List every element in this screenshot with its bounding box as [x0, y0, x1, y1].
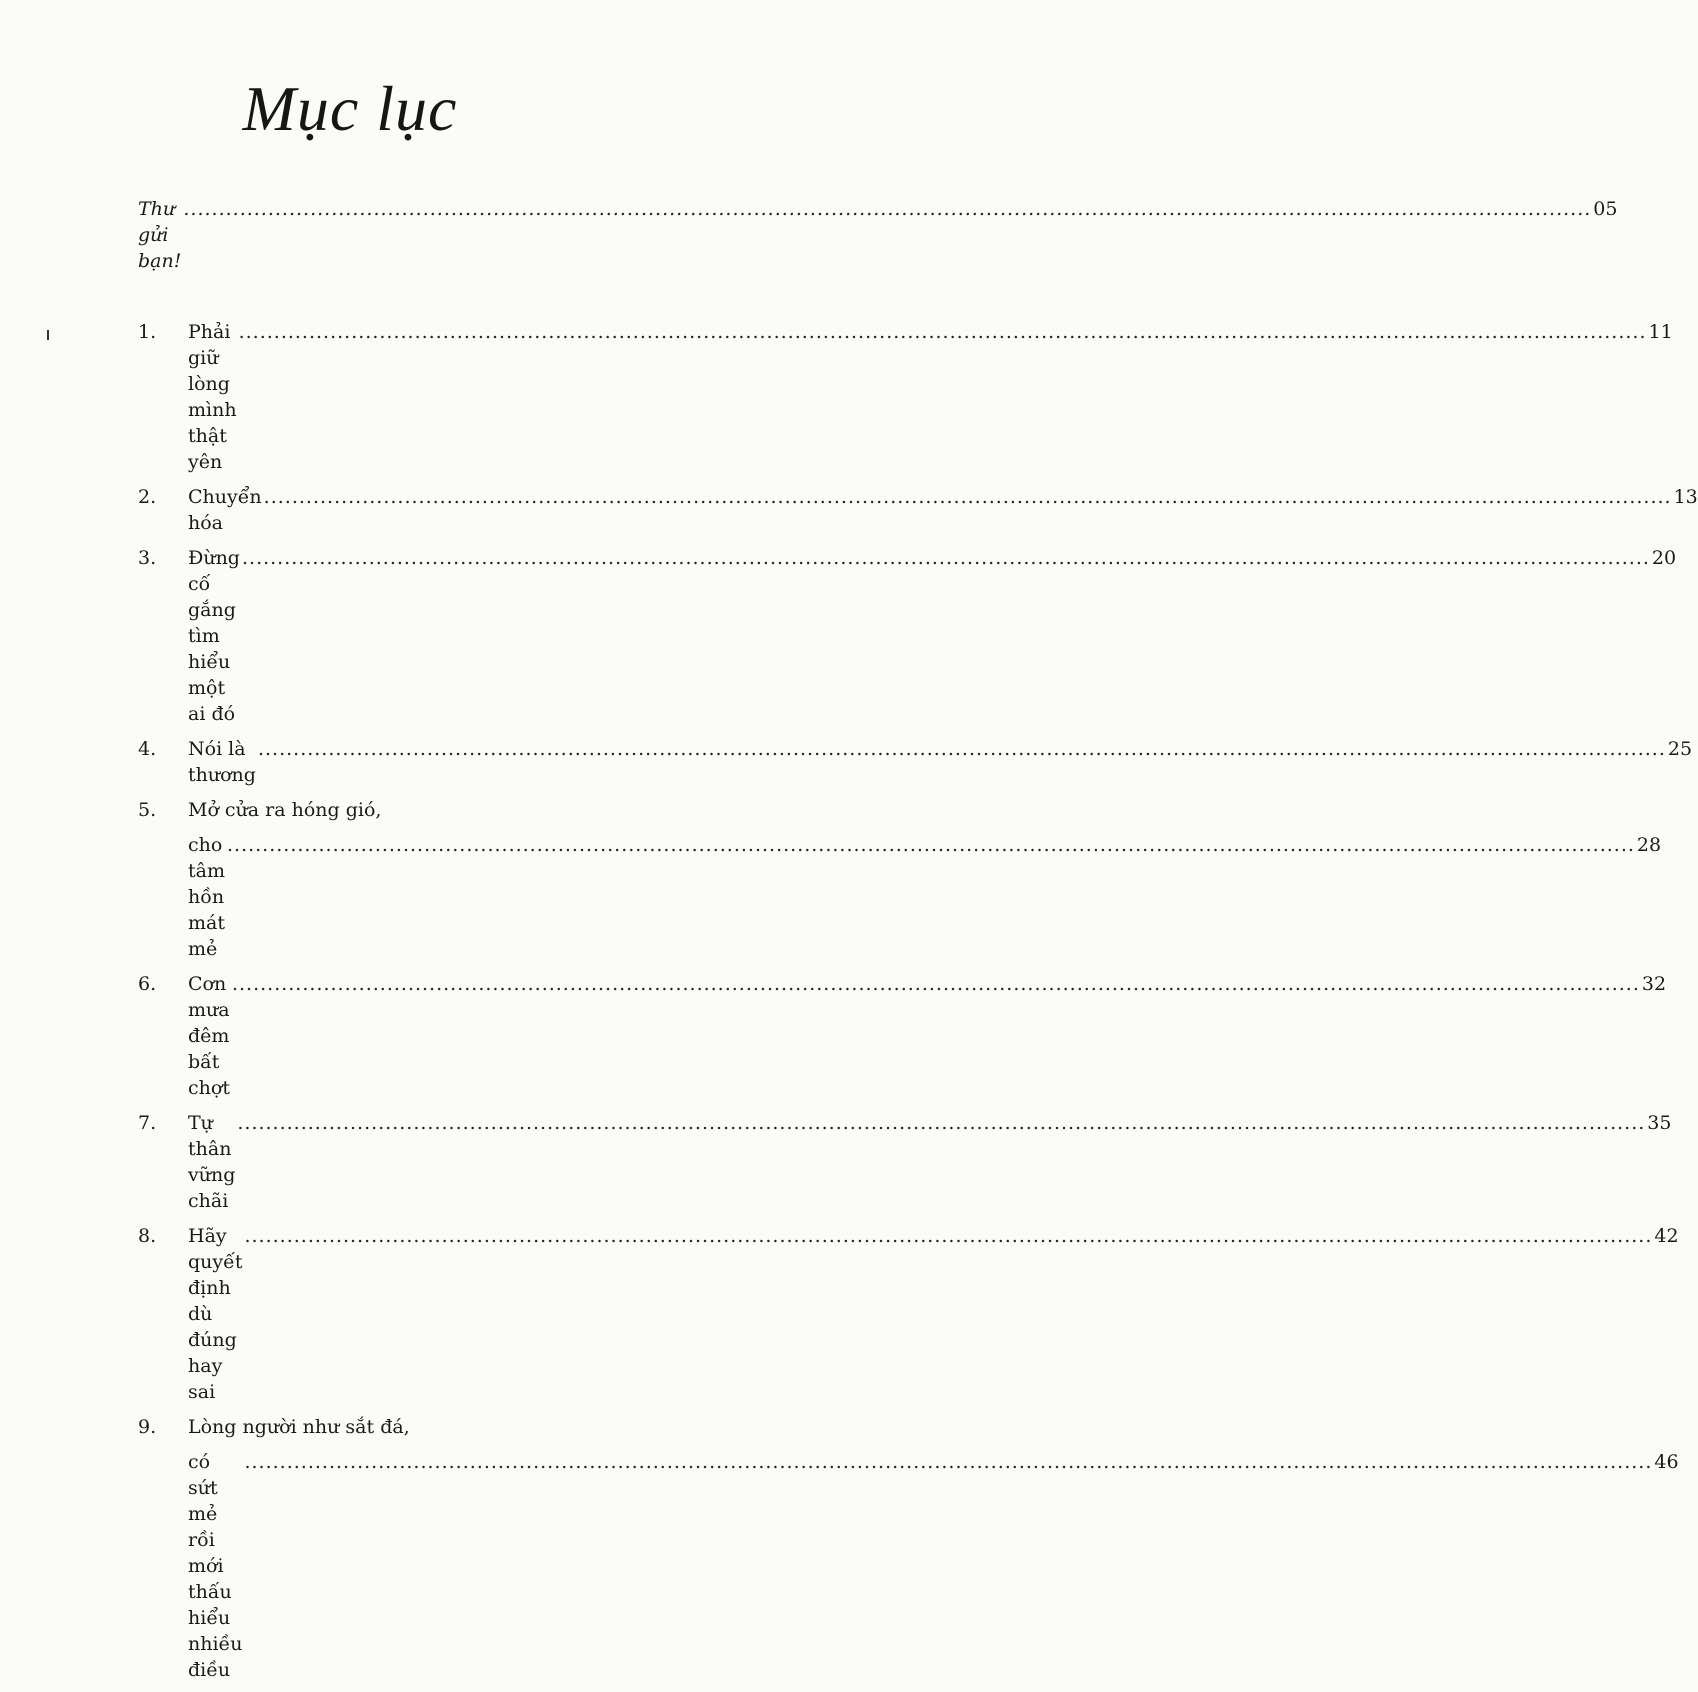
toc-list [138, 319, 1698, 1683]
dot-leader [232, 971, 1640, 997]
toc-entry-title-line1: Lòng người như sắt đá, [188, 1416, 410, 1438]
toc-entry [138, 545, 1677, 727]
toc-entry-title: Chuyển hóa [188, 486, 262, 534]
toc-entry-body [188, 736, 1692, 788]
toc-entry-title: cho tâm hồn mát mẻ [188, 834, 225, 960]
toc-entry-page: 28 [1636, 834, 1662, 856]
table-of-contents [138, 196, 1698, 1692]
dot-leader [237, 1110, 1645, 1136]
toc-intro-entry [138, 196, 1618, 274]
toc-entry-row [188, 319, 1673, 475]
toc-entry-number: 6. [138, 973, 157, 995]
toc-entry-title: Cơn mưa đêm bất chợt [188, 973, 230, 1099]
dot-leader [258, 736, 1666, 762]
toc-entry-title: Nói là thương [188, 738, 256, 786]
toc-entry-row [188, 484, 1698, 536]
toc-entry-row [188, 1449, 1679, 1683]
toc-entry [138, 971, 1667, 1101]
toc-entry-title-line1: Mở cửa ra hóng gió, [188, 799, 382, 821]
toc-entry-body [188, 1110, 1671, 1214]
toc-entry-page: 32 [1641, 973, 1667, 995]
toc-entry-number: 4. [138, 738, 157, 760]
toc-entry-number: 5. [138, 799, 157, 821]
toc-intro-page: 05 [1593, 198, 1618, 220]
toc-entry-body [188, 484, 1698, 536]
toc-entry-body [188, 1414, 1679, 1683]
toc-entry-title: Phải giữ lòng mình thật yên [188, 321, 237, 473]
toc-entry-page: 25 [1667, 738, 1693, 760]
toc-entry-title: Đừng cố gắng tìm hiểu một ai đó [188, 547, 240, 725]
dot-leader [183, 196, 1591, 222]
dot-leader [239, 319, 1647, 345]
toc-entry [138, 1223, 1679, 1405]
toc-intro-label: Thư gửi bạn! [138, 198, 182, 272]
toc-entry-page: 35 [1647, 1112, 1672, 1134]
toc-entry-body [188, 1223, 1679, 1405]
toc-entry-page: 20 [1651, 547, 1677, 569]
toc-entry-row [188, 832, 1661, 962]
dot-leader [264, 484, 1672, 510]
toc-entry-row [188, 736, 1692, 788]
dot-leader [244, 1449, 1652, 1475]
toc-entry-number: 9. [138, 1416, 157, 1438]
margin-mark [47, 330, 49, 340]
toc-entry-body [188, 797, 1661, 962]
dot-leader [242, 545, 1650, 571]
toc-entry-page: 11 [1648, 321, 1673, 343]
toc-entry-row [188, 545, 1676, 727]
toc-entry [138, 484, 1698, 536]
toc-entry-page: 13 [1673, 486, 1698, 508]
toc-entry-title: Hãy quyết định dù đúng hay sai [188, 1225, 243, 1403]
toc-entry [138, 1110, 1672, 1214]
toc-entry-number: 3. [138, 547, 157, 569]
toc-entry-title: Tự thân vững chãi [188, 1112, 236, 1212]
toc-entry-page: 46 [1654, 1451, 1679, 1473]
page-title: Mục lục [242, 73, 458, 144]
toc-entry [138, 1414, 1679, 1683]
toc-entry-number: 2. [138, 486, 157, 508]
toc-entry-body [188, 545, 1676, 727]
toc-entry-row [188, 1223, 1679, 1405]
toc-entry-number: 8. [138, 1225, 157, 1247]
toc-entry-number: 7. [138, 1112, 157, 1134]
toc-entry-body [188, 971, 1666, 1101]
dot-leader [244, 1223, 1652, 1249]
toc-entry-body [188, 319, 1673, 475]
dot-leader [227, 832, 1635, 858]
toc-entry [138, 319, 1673, 475]
toc-entry [138, 797, 1662, 962]
toc-entry [138, 736, 1693, 788]
toc-entry-number: 1. [138, 321, 157, 343]
toc-entry-row [188, 971, 1666, 1101]
toc-entry-row [188, 1110, 1671, 1214]
toc-entry-title: có sứt mẻ rồi mới thấu hiểu nhiều điều [188, 1451, 243, 1681]
toc-entry-page: 42 [1654, 1225, 1679, 1247]
